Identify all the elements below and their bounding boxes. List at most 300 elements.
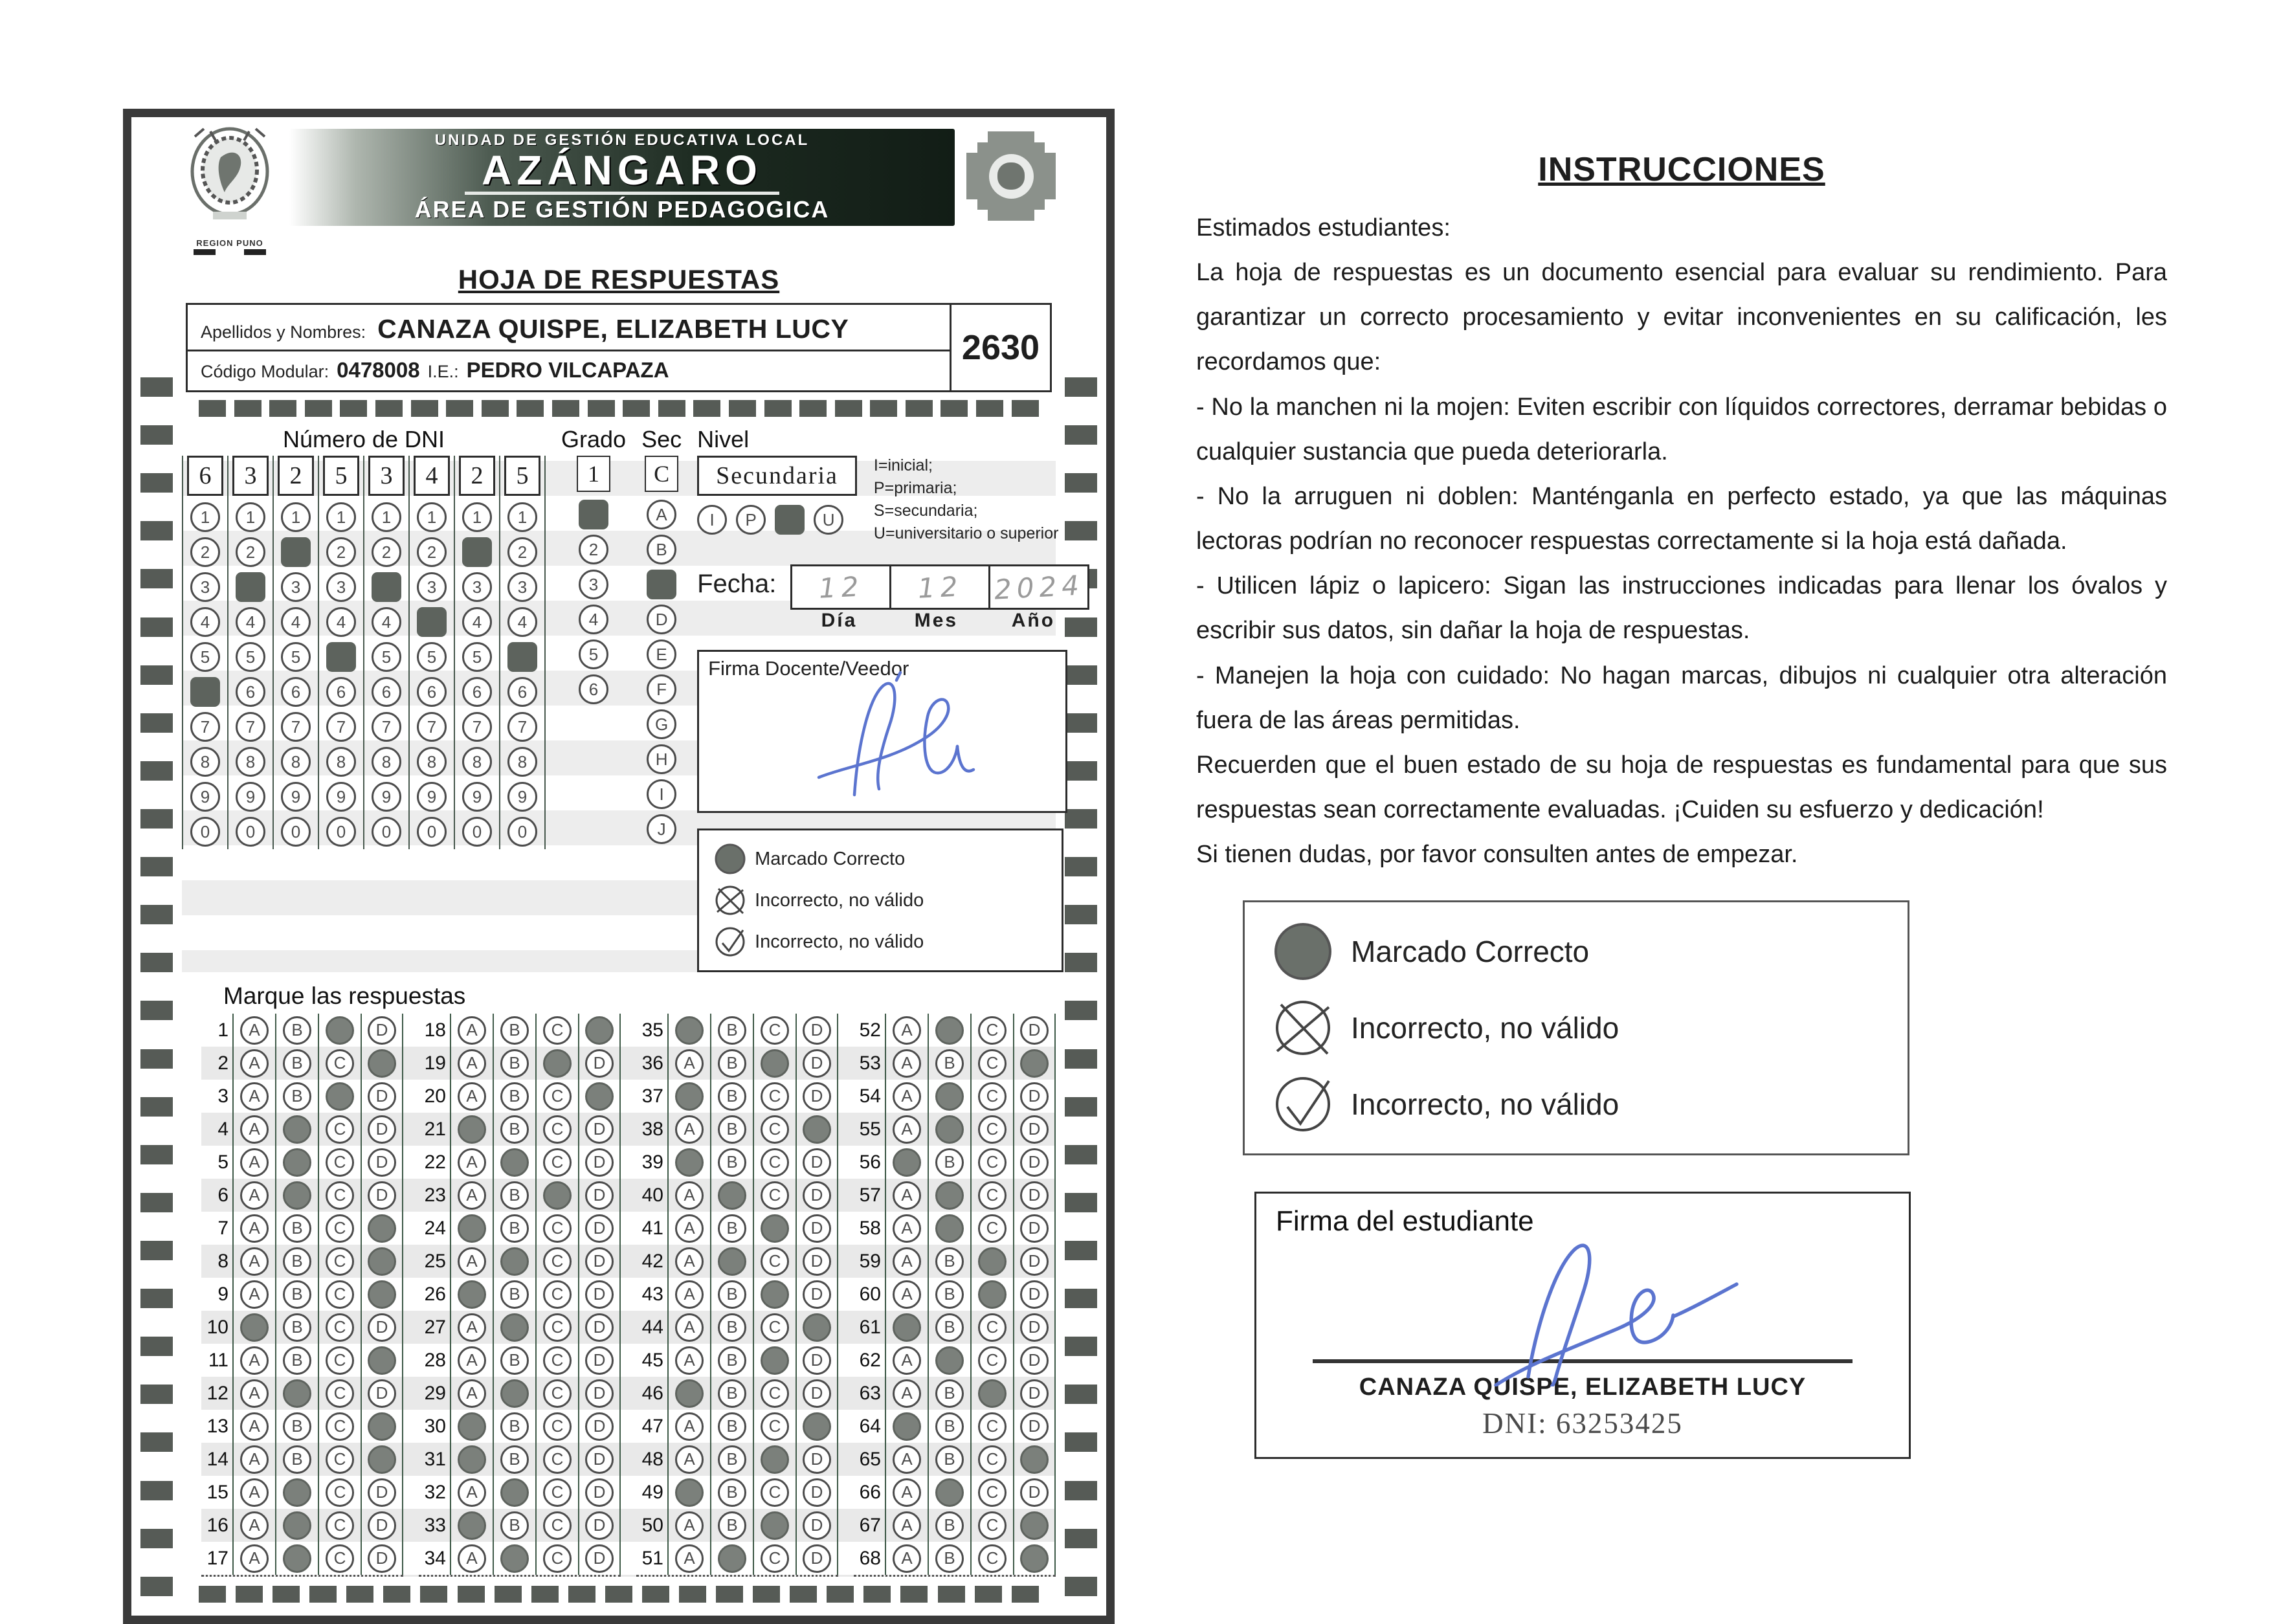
answer-bubble: C — [326, 1346, 354, 1375]
answer-cell — [318, 1509, 361, 1542]
answer-bubble: A — [240, 1544, 269, 1573]
answer-bubble: B — [718, 1412, 746, 1441]
answer-bubble: B — [935, 1511, 964, 1540]
legend-correct-label: Marcado Correcto — [1351, 935, 1590, 969]
answer-cell — [361, 1311, 403, 1344]
answer-cell — [970, 1080, 1013, 1113]
banner-subtitle: ÁREA DE GESTIÓN PEDAGOGICA — [414, 196, 830, 223]
answer-cell — [710, 1146, 753, 1179]
answer-bubble: A — [675, 1445, 704, 1474]
answer-cell — [275, 1080, 318, 1113]
answer-cell — [535, 1476, 578, 1509]
answer-bubble: B — [500, 1016, 529, 1045]
dni-bubble: 1 — [281, 502, 311, 532]
question-number: 12 — [206, 1382, 228, 1404]
answer-bubble: C — [543, 1214, 572, 1243]
dni-digit-header: 3 — [232, 456, 269, 496]
answer-cell — [318, 1410, 361, 1443]
answer-cell — [361, 1509, 403, 1542]
question-number: 3 — [217, 1085, 228, 1107]
answer-bubble — [803, 1115, 831, 1144]
answer-cell — [710, 1476, 753, 1509]
question-number: 60 — [859, 1283, 881, 1305]
question-number: 16 — [206, 1514, 228, 1536]
answer-cell — [796, 1443, 838, 1476]
legend-incorrect-x-label: Incorrecto, no válido — [1351, 1011, 1619, 1045]
answer-cell — [667, 1212, 710, 1245]
answer-cell — [535, 1245, 578, 1278]
answer-bubble — [761, 1445, 789, 1474]
answer-bubble — [543, 1049, 572, 1078]
answer-cell — [928, 1245, 970, 1278]
timing-mark — [863, 1586, 891, 1603]
question-number: 59 — [859, 1250, 881, 1272]
answer-bubble: C — [326, 1049, 354, 1078]
timing-mark — [568, 1586, 595, 1603]
answer-bubble — [458, 1280, 486, 1309]
dni-bubble: 0 — [326, 817, 356, 847]
timing-mark — [375, 400, 403, 417]
dni-bubble: 6 — [372, 677, 401, 707]
answer-cell — [361, 1245, 403, 1278]
dni-bubble: 3 — [190, 572, 220, 602]
dni-column — [273, 456, 318, 849]
answer-bubble: C — [978, 1181, 1007, 1210]
timing-mark — [764, 400, 792, 417]
sec-bubble: G — [647, 709, 676, 739]
dni-bubble: 4 — [281, 607, 311, 637]
dni-bubble — [417, 607, 447, 637]
answer-bubble: A — [893, 1082, 921, 1111]
timing-mark — [346, 1586, 373, 1603]
sec-bubble: H — [647, 744, 676, 774]
answer-cell — [232, 1443, 275, 1476]
answer-cell — [318, 1080, 361, 1113]
question-number: 9 — [217, 1283, 228, 1305]
answer-bubble: B — [283, 1049, 311, 1078]
ie-value: PEDRO VILCAPAZA — [466, 358, 669, 382]
answer-bubble: D — [803, 1049, 831, 1078]
form-header — [182, 125, 1056, 255]
answer-cell — [493, 1542, 535, 1575]
dni-column — [318, 456, 363, 849]
answer-bubble: D — [368, 1115, 396, 1144]
answer-bubble — [935, 1016, 964, 1045]
sec-bubbles — [647, 497, 676, 847]
dni-bubble: 4 — [507, 607, 537, 637]
answer-cell — [450, 1344, 493, 1377]
answer-cell — [796, 1542, 838, 1575]
answer-bubble: D — [368, 1181, 396, 1210]
answer-cell — [667, 1245, 710, 1278]
answer-cell — [928, 1542, 970, 1575]
sec-bubble: B — [647, 535, 676, 564]
answer-cell — [885, 1179, 928, 1212]
answer-bubble: B — [718, 1115, 746, 1144]
crest-caption: REGION PUNO — [196, 238, 263, 248]
answer-bubble — [368, 1412, 396, 1441]
question-number: 22 — [424, 1151, 446, 1173]
dni-bubble: 2 — [326, 537, 356, 567]
answer-bubble: B — [283, 1445, 311, 1474]
answer-bubble — [893, 1412, 921, 1441]
answer-cell — [361, 1146, 403, 1179]
nivel-title: Nivel — [697, 426, 750, 452]
answer-cell — [318, 1311, 361, 1344]
question-number: 14 — [206, 1448, 228, 1470]
answer-bubble: D — [1020, 1478, 1049, 1507]
dni-bubble: 7 — [236, 712, 265, 742]
grado-title: Grado — [561, 426, 627, 452]
timing-mark — [458, 1586, 485, 1603]
answer-cell — [450, 1047, 493, 1080]
answer-cell — [885, 1311, 928, 1344]
timing-mark — [827, 1586, 854, 1603]
answer-bubble: B — [935, 1313, 964, 1342]
answer-bubble — [803, 1412, 831, 1441]
dni-bubble: 3 — [326, 572, 356, 602]
chakana-logo-icon — [966, 131, 1056, 221]
dni-section — [182, 426, 546, 972]
dni-bubble: 7 — [190, 712, 220, 742]
answer-cell — [1013, 1245, 1056, 1278]
answer-bubble: A — [893, 1511, 921, 1540]
answer-cell — [753, 1245, 796, 1278]
answer-cell — [275, 1410, 318, 1443]
answer-bubble — [326, 1082, 354, 1111]
timing-mark — [642, 1586, 669, 1603]
answer-bubble: A — [240, 1082, 269, 1111]
answer-cell — [667, 1014, 710, 1047]
answer-cell — [450, 1509, 493, 1542]
answer-cell — [450, 1377, 493, 1410]
sec-bubble: D — [647, 605, 676, 634]
answer-cell — [796, 1047, 838, 1080]
question-number: 47 — [641, 1415, 663, 1437]
answer-bubble: D — [368, 1016, 396, 1045]
answer-bubble: D — [1020, 1412, 1049, 1441]
fecha-ano-value: 2024 — [993, 568, 1085, 606]
timing-mark — [588, 400, 615, 417]
answer-bubble — [458, 1214, 486, 1243]
dni-bubble: 2 — [507, 537, 537, 567]
dni-bubble: 4 — [372, 607, 401, 637]
answer-bubble: D — [368, 1511, 396, 1540]
answer-bubble: B — [718, 1049, 746, 1078]
dni-bubble: 7 — [462, 712, 492, 742]
answer-bubble: B — [718, 1082, 746, 1111]
answer-cell — [1013, 1146, 1056, 1179]
answer-cell — [753, 1311, 796, 1344]
answer-cell — [450, 1476, 493, 1509]
dni-bubble: 6 — [417, 677, 447, 707]
answer-cell — [970, 1410, 1013, 1443]
answer-cell — [1013, 1278, 1056, 1311]
coat-of-arms-icon — [182, 125, 278, 235]
answer-bubble: C — [326, 1148, 354, 1177]
timing-mark — [234, 400, 261, 417]
answer-cell — [970, 1509, 1013, 1542]
timing-mark — [199, 1586, 226, 1603]
answer-bubble: C — [326, 1214, 354, 1243]
answer-bubble: D — [585, 1412, 614, 1441]
answer-cell — [710, 1179, 753, 1212]
filled-circle-icon — [713, 842, 747, 876]
answer-bubble: B — [718, 1346, 746, 1375]
instructions-title: INSTRUCCIONES — [1538, 151, 1825, 188]
answer-cell — [361, 1113, 403, 1146]
question-number: 67 — [859, 1514, 881, 1536]
answer-bubble: C — [761, 1412, 789, 1441]
dni-bubble: 6 — [236, 677, 265, 707]
question-number: 1 — [217, 1019, 228, 1041]
answer-cell — [275, 1443, 318, 1476]
answer-cell — [970, 1377, 1013, 1410]
answer-cell — [578, 1476, 621, 1509]
timing-mark — [552, 400, 579, 417]
answer-cell — [928, 1113, 970, 1146]
answer-cell — [753, 1080, 796, 1113]
timing-mark — [517, 400, 544, 417]
answer-bubble — [500, 1313, 529, 1342]
answer-bubble: B — [935, 1247, 964, 1276]
dni-bubble: 8 — [507, 747, 537, 777]
answer-cell — [970, 1344, 1013, 1377]
answer-bubble — [935, 1082, 964, 1111]
ugel-banner — [289, 129, 955, 226]
dni-bubble: 1 — [326, 502, 356, 532]
answer-bubble: B — [500, 1181, 529, 1210]
answer-bubble: B — [283, 1313, 311, 1342]
dni-bubble: 0 — [372, 817, 401, 847]
answer-bubble: C — [761, 1379, 789, 1408]
answer-cell — [232, 1311, 275, 1344]
answer-cell — [450, 1014, 493, 1047]
form-legend-incorrect-check: Incorrecto, no válido — [755, 931, 924, 952]
answer-bubble: D — [368, 1148, 396, 1177]
answer-cell — [578, 1443, 621, 1476]
answer-cell — [753, 1047, 796, 1080]
question-number: 64 — [859, 1415, 881, 1437]
answer-cell — [667, 1443, 710, 1476]
answer-cell — [275, 1377, 318, 1410]
answer-bubble — [500, 1379, 529, 1408]
codigo-modular-label: Código Modular: — [201, 362, 329, 381]
fecha-dia-value: 12 — [818, 570, 865, 605]
answer-cell — [493, 1410, 535, 1443]
answer-bubble: D — [1020, 1346, 1049, 1375]
answer-cell — [667, 1542, 710, 1575]
dni-bubble: 6 — [507, 677, 537, 707]
answer-cell — [753, 1410, 796, 1443]
answer-bubble: D — [1020, 1379, 1049, 1408]
answer-bubble — [675, 1016, 704, 1045]
dni-bubble: 6 — [326, 677, 356, 707]
timing-mark — [623, 400, 650, 417]
answer-bubble: D — [585, 1181, 614, 1210]
answer-cell — [493, 1311, 535, 1344]
answer-bubble — [585, 1082, 614, 1111]
answer-bubble — [935, 1346, 964, 1375]
nivel-legend-line: I=inicial; — [873, 456, 933, 474]
answer-cell — [885, 1047, 928, 1080]
answer-cell — [710, 1212, 753, 1245]
answer-bubble: B — [935, 1544, 964, 1573]
answer-bubble: C — [543, 1148, 572, 1177]
question-number: 20 — [424, 1085, 446, 1107]
answer-cell — [450, 1080, 493, 1113]
answer-cell — [232, 1014, 275, 1047]
answer-cell — [753, 1443, 796, 1476]
question-number: 57 — [859, 1184, 881, 1206]
answer-bubble: A — [458, 1313, 486, 1342]
answer-bubble: B — [935, 1148, 964, 1177]
answer-bubble: D — [803, 1148, 831, 1177]
question-number: 58 — [859, 1217, 881, 1239]
answer-bubble: D — [803, 1247, 831, 1276]
timing-marks-bottom — [199, 1586, 1039, 1603]
nivel-bubble: P — [736, 505, 766, 535]
answer-bubble: D — [803, 1280, 831, 1309]
answer-cell — [710, 1047, 753, 1080]
answer-cell — [493, 1278, 535, 1311]
question-number: 18 — [424, 1019, 446, 1041]
dia-label: Día — [821, 610, 858, 631]
answer-cell — [318, 1542, 361, 1575]
answer-cell — [361, 1179, 403, 1212]
answer-bubble: D — [585, 1049, 614, 1078]
answer-bubble: D — [803, 1181, 831, 1210]
answer-bubble: A — [458, 1379, 486, 1408]
answer-bubble: B — [500, 1049, 529, 1078]
answer-cell — [275, 1047, 318, 1080]
answer-cell — [796, 1146, 838, 1179]
answer-bubble: B — [283, 1016, 311, 1045]
answer-cell — [885, 1476, 928, 1509]
answer-cell — [578, 1344, 621, 1377]
question-number: 21 — [424, 1118, 446, 1140]
nivel-legend-line: S=secundaria; — [873, 502, 978, 520]
dni-bubble: 5 — [372, 642, 401, 672]
answer-cell — [970, 1311, 1013, 1344]
answer-cell — [275, 1113, 318, 1146]
question-number: 11 — [208, 1349, 228, 1371]
answer-bubble: C — [543, 1115, 572, 1144]
answer-cell — [667, 1377, 710, 1410]
answer-cell — [710, 1278, 753, 1311]
answer-bubble: C — [543, 1247, 572, 1276]
question-number: 61 — [859, 1316, 881, 1338]
dni-bubble: 7 — [372, 712, 401, 742]
answer-cell — [578, 1212, 621, 1245]
answer-bubble: C — [761, 1082, 789, 1111]
question-number: 8 — [217, 1250, 228, 1272]
answer-cell — [1013, 1179, 1056, 1212]
answer-cell — [275, 1179, 318, 1212]
answer-cell — [318, 1377, 361, 1410]
dni-bubble: 0 — [507, 817, 537, 847]
dni-bubble — [507, 642, 537, 672]
dni-bubble — [462, 537, 492, 567]
answer-cell — [493, 1047, 535, 1080]
answer-cell — [450, 1443, 493, 1476]
answer-bubble: A — [675, 1214, 704, 1243]
answer-bubble — [458, 1115, 486, 1144]
answer-cell — [318, 1047, 361, 1080]
answer-bubble: C — [326, 1379, 354, 1408]
answer-bubble: A — [893, 1049, 921, 1078]
answer-cell — [493, 1443, 535, 1476]
answer-bubble — [803, 1313, 831, 1342]
answer-bubble — [675, 1478, 704, 1507]
answer-cell — [361, 1410, 403, 1443]
dni-bubble: 0 — [236, 817, 265, 847]
answer-cell — [493, 1344, 535, 1377]
answer-cell — [535, 1443, 578, 1476]
answers-title: Marque las respuestas — [223, 983, 466, 1009]
answer-cell — [667, 1410, 710, 1443]
instructions-paragraph: Recuerden que el buen estado de su hoja de respuestas es fundamental para que sus respuestas sean correctamente evaluadas. ¡Cuiden su esfuerzo y dedicación! — [1196, 751, 2167, 824]
answer-cell — [1013, 1311, 1056, 1344]
dni-digit-header: 6 — [187, 456, 223, 496]
answer-bubble — [935, 1115, 964, 1144]
answer-bubble: C — [978, 1148, 1007, 1177]
timing-mark — [716, 1586, 743, 1603]
dni-bubble: 0 — [190, 817, 220, 847]
answer-bubble: A — [458, 1082, 486, 1111]
apellidos-label: Apellidos y Nombres: — [201, 322, 366, 342]
student-dni: DNI: 63253425 — [1482, 1407, 1683, 1440]
timing-mark — [383, 1586, 410, 1603]
fecha-sublabels — [790, 610, 1089, 632]
answer-cell — [667, 1278, 710, 1311]
sec-header-value: C — [645, 456, 678, 492]
answer-cell — [535, 1212, 578, 1245]
answer-cell — [535, 1377, 578, 1410]
timing-mark — [411, 400, 438, 417]
answer-bubble: D — [368, 1544, 396, 1573]
answer-cell — [232, 1179, 275, 1212]
answer-cell — [578, 1146, 621, 1179]
answer-cell — [361, 1014, 403, 1047]
answer-bubble: C — [978, 1445, 1007, 1474]
answer-bubble: D — [585, 1280, 614, 1309]
answer-bubble: C — [761, 1247, 789, 1276]
answer-cell — [535, 1113, 578, 1146]
answer-bubble — [458, 1511, 486, 1540]
answer-cell — [796, 1080, 838, 1113]
timing-mark — [799, 400, 827, 417]
answer-bubble — [458, 1445, 486, 1474]
answer-bubble: B — [935, 1445, 964, 1474]
question-number: 2 — [217, 1052, 228, 1074]
question-number: 32 — [424, 1481, 446, 1503]
sheet-number: 2630 — [961, 328, 1040, 367]
answer-bubble — [1020, 1544, 1049, 1573]
answer-cell — [928, 1278, 970, 1311]
answer-bubble: B — [718, 1313, 746, 1342]
dni-bubble: 0 — [417, 817, 447, 847]
nivel-legend-line: U=universitario o superior — [873, 524, 1059, 542]
timing-mark — [870, 400, 897, 417]
ugel-crest-logo — [182, 125, 278, 255]
answer-cell — [796, 1344, 838, 1377]
question-number: 19 — [424, 1052, 446, 1074]
answer-cell — [450, 1542, 493, 1575]
answer-cell — [493, 1377, 535, 1410]
answer-cell — [970, 1179, 1013, 1212]
student-signature-title: Firma del estudiante — [1276, 1205, 1534, 1238]
